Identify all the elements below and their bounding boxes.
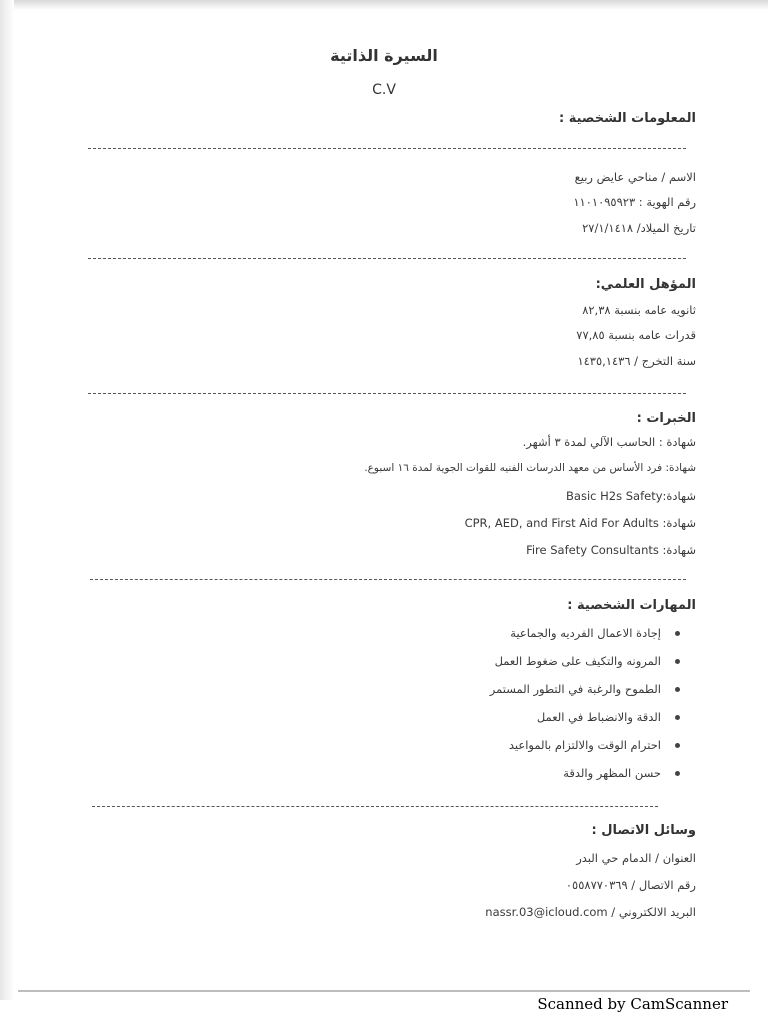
divider [88, 258, 686, 259]
id-number-line: رقم الهوية : ١١٠١٠٩٥٩٢٣ [573, 195, 696, 209]
education-item: ثانويه عامه بنسبة ٨٢,٣٨ [582, 303, 696, 317]
cv-label: C.V [372, 82, 396, 98]
skill-item [563, 766, 680, 780]
skill-label: المرونه والتكيف على ضغوط العمل [494, 654, 661, 668]
personal-info-heading: المعلومات الشخصية : [558, 111, 696, 126]
scanner-watermark: Scanned by CamScanner [537, 995, 728, 1013]
divider [88, 148, 686, 149]
bullet-icon [675, 771, 680, 776]
document-title: السيرة الذاتية [330, 46, 438, 65]
page-edge [18, 990, 750, 992]
contact-heading: وسائل الاتصال : [591, 823, 696, 838]
skill-item [490, 682, 680, 696]
address-line: العنوان / الدمام حي البدر [576, 851, 696, 865]
skills-heading: المهارات الشخصية : [567, 598, 696, 613]
experience-heading: الخبرات : [636, 411, 696, 426]
skill-item [509, 738, 680, 752]
education-item: سنة التخرج / ١٤٣٥,١٤٣٦ [577, 354, 696, 368]
bullet-icon [675, 631, 680, 636]
email-line: البريد الالكتروني / nassr.03@icloud.com [485, 905, 696, 919]
skill-label: احترام الوقت والالتزام بالمواعيد [508, 738, 661, 752]
education-item: قدرات عامه بنسبة ٧٧,٨٥ [576, 328, 696, 342]
experience-item: شهادة:Basic H2s Safety [566, 489, 696, 503]
scan-shadow-top [0, 0, 768, 10]
skill-label: حسن المظهر والدقة [563, 766, 661, 780]
divider [88, 393, 686, 394]
experience-item: شهادة: Fire Safety Consultants [526, 543, 696, 557]
skill-label: الطموح والرغبة في التطور المستمر [489, 682, 661, 696]
skill-item [495, 654, 680, 668]
bullet-icon [675, 715, 680, 720]
scan-shadow-left [0, 0, 14, 1000]
bullet-icon [675, 743, 680, 748]
experience-item: شهادة: CPR, AED, and First Aid For Adults [464, 516, 696, 530]
experience-item: شهادة : الحاسب الآلي لمدة ٣ أشهر. [522, 435, 696, 449]
education-heading: المؤهل العلمي: [595, 277, 696, 292]
name-line: الاسم / مناحي عايض ربيع [574, 170, 696, 184]
divider [92, 806, 658, 807]
skill-label: إجادة الاعمال الفرديه والجماعية [510, 626, 661, 640]
skill-label: الدقة والانضباط في العمل [536, 710, 661, 724]
skill-item [537, 710, 680, 724]
bullet-icon [675, 687, 680, 692]
skill-item [510, 626, 680, 640]
experience-item: شهادة: فرد الأساس من معهد الدرسات الفنيه للقوات الجوية لمدة ١٦ اسبوع. [364, 462, 696, 474]
bullet-icon [675, 659, 680, 664]
divider [90, 579, 686, 580]
phone-line: رقم الاتصال / ٠٥٥٨٧٧٠٣٦٩ [565, 878, 696, 892]
birth-date-line: تاريخ الميلاد/ ٢٧/١/١٤١٨ [582, 221, 696, 235]
